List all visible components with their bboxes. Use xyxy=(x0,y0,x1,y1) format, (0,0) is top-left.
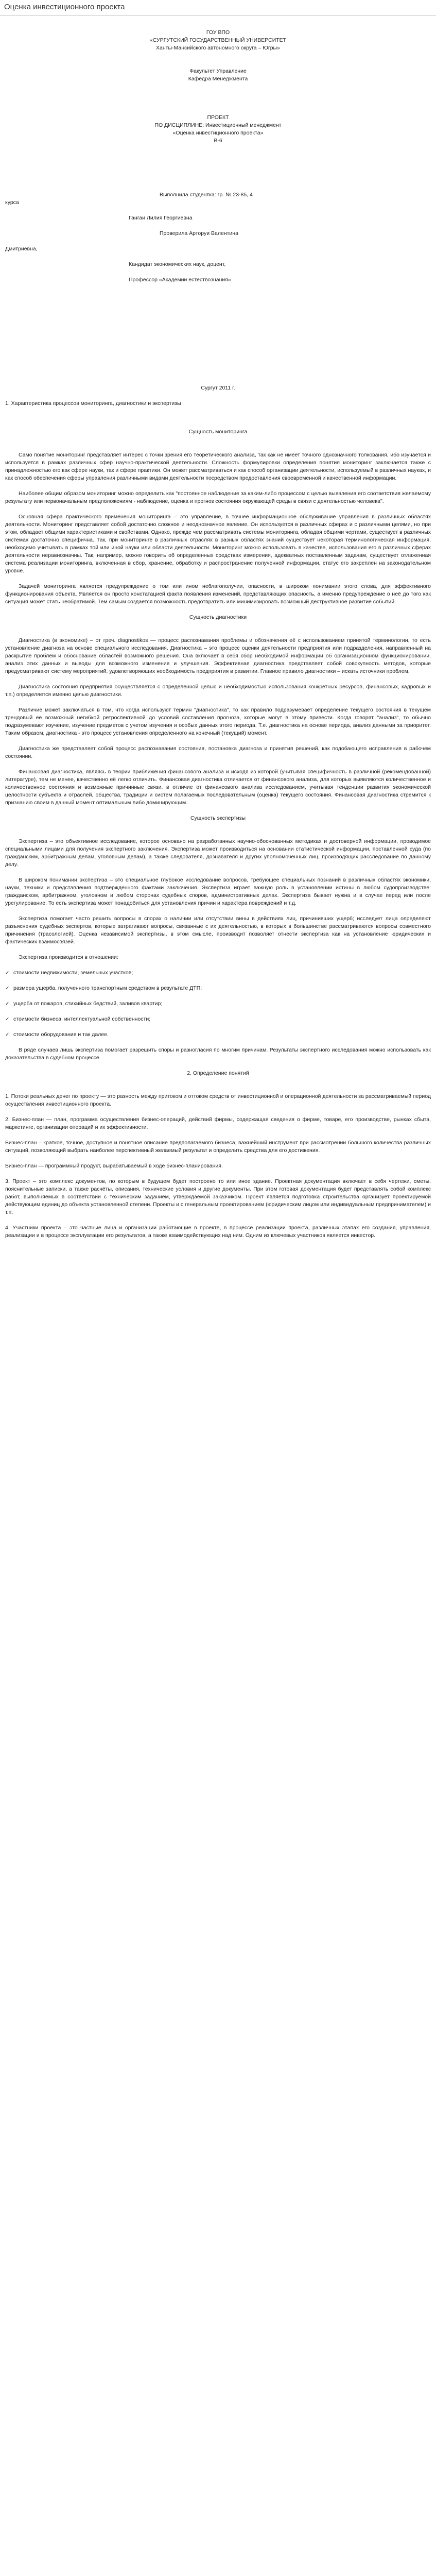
degree: Кандидат экономических наук, доцент, xyxy=(129,261,226,267)
definition-item: 1. Потоки реальных денег по проекту — это разность между притоком и оттоком средств от инвестиционной и операционной деятельности за рассматриваемый период осуществления инвестиционного проекта. xyxy=(5,1093,431,1107)
checkmark-icon: ✓ xyxy=(5,1016,10,1022)
department: Кафедра Менеджмента xyxy=(188,76,248,82)
list-item xyxy=(5,985,431,992)
course: курса xyxy=(5,199,19,206)
variant: В-6 xyxy=(214,138,222,144)
list-item xyxy=(5,1000,431,1008)
discipline: ПО ДИСЦИПЛИНЕ: Инвестиционный менеджмент xyxy=(154,122,282,128)
diagnostics-paragraph: Различие может заключаться в том, что когда используют термин "диагностика", то как правило подразумевает определение текущего состояния в текущем трендовый её возможный негибкой ретроспективной до условий составления прогноза, которые могут в этому привести. Когда говорят "анализ", то обычно подразумевают изучение, изучение предметов с учетом изучения и особых данных этого периода. Т.е. диагностика на основе периода, анализ данными за приоритет. Таким образом, диагностика - это процесс установления определенного на конечный (текущий) момент. xyxy=(5,707,431,736)
header-line-1: ГОУ ВПО xyxy=(206,29,230,36)
list-item-text: стоимости бизнеса, интеллектуальной собственности; xyxy=(13,1016,151,1022)
document-title: Оценка инвестиционного проекта xyxy=(0,0,436,16)
monitoring-paragraph: Само понятие мониторинг представляет интерес с точки зрения его теоретического анализа, так как не имеет точного однозначного толкования, ибо изучается и используется в рамках различных сфер научно-практической деятельности. Сложность формулировки определения понятия мониторинг заключается также с принадлежностью его как сфере науки, так и сфере практики. Он может рассматриваться и как способ организации деятельности, используемый в различных науках, и как способ обеспечения сферы управления различными видами деятельности посредством предоставления своевременной и качественной информации. xyxy=(5,452,431,481)
list-item-text: стоимости недвижимости, земельных участков; xyxy=(13,970,133,976)
list-item xyxy=(5,1015,431,1023)
expertise-paragraph: Экспертиза производится в отношении: xyxy=(19,954,118,960)
faculty: Факультет Управление xyxy=(189,68,247,74)
checkmark-icon: ✓ xyxy=(5,1032,10,1038)
project-topic: «Оценка инвестиционного проекта» xyxy=(172,130,264,136)
diagnostics-paragraph: Диагностика (в экономике) – от греч. diagnostikos — процесс распознавания проблемы и обозначения её с использованием принятой терминологии, то есть установление диагноза на основе специального исследования. Диагностика – это процесс оценки деятельности предприятия или подразделения, направленный на раскрытие проблем и обоснование областей возможного решения. Она включает в себя сбор необходимой информации об организационном функционировании, анализ этих данных и выводы для возможного изменения и улучшения. Эффективная диагностика представляет собой совокупность методов, которые предусматривают систему мероприятий, удовлетворяющих необходимость предприятия в развитии. Главное правило диагностики – искать источники проблем. xyxy=(5,637,431,674)
checked-by-cont: Дмитриевна, xyxy=(5,246,38,252)
section-definitions-title: 2. Определение понятий xyxy=(187,1070,249,1076)
document-page xyxy=(0,16,436,1240)
diagnostics-paragraph: Финансовая диагностика, являясь в теории приближения финансового анализа и исходя из которой (учитывая специфичность в различной (рекомендованной) литературе), тем не менее, качественно её легко отличить. Финансовая диагностика отличается от финансового анализа, для которых выявляются количественное и количественное состояния и возможные причинные связи, в отличие от финансового анализа исследованием, учитывая тенденции развития экономической целостности субъекта и отраслей, общества, традиции и систем полагаемых последовательным (оценка) текущего состояния. Финансовая диагностика стремится к признанию своим в данный момент оптимальным либо доминирующим. xyxy=(5,769,431,806)
section-diagnostics-title: Сущность диагностики xyxy=(189,614,247,620)
definition-item: Бизнес-план — программный продукт, вырабатываемый в ходе бизнес-планирования. xyxy=(5,1163,223,1169)
header-line-3: Ханты-Мансийского автономного округа – Югры» xyxy=(156,45,280,51)
expertise-summary-paragraph: В ряде случаев лишь экспертиза помогает разрешить споры и разногласия по многим причинам. Результаты экспертного исследования можно использовать как доказательства в судебном процессе. xyxy=(5,1047,431,1061)
expertise-paragraph: В широком понимании экспертиза – это специальное глубокое исследование вопросов, требующее специальных познаний в различных областях экономики, науки, техники и представления подтвержденного фактами заключения. Экспертиза играет важную роль в установлении истины в любом судопроизводстве: гражданском, арбитражном, уголовном и любом сторонах судебных споров, административных делах. Экспертиза бывает нужна и в случае перед или после урегулирование. То есть экспертиза может понадобиться для установления причин и характера повреждений и т.д. xyxy=(5,877,431,906)
definition-item: 2. Бизнес-план — план, программа осуществления бизнес-операций, действий фирмы, содержащая сведения о фирме, товаре, его производстве, рынках сбыта, маркетинге, организации операций и их эффективности. xyxy=(5,1116,431,1130)
list-item xyxy=(5,1031,431,1039)
monitoring-paragraph: Наиболее общим образом мониторинг можно определить как "постоянное наблюдение за каким-либо процессом с целью выявления его соответствия желаемому результату или первоначальным предположениям - наблюдение, оценка и прогноз состояния окружающей среды в связи с деятельностью человека". xyxy=(5,490,431,504)
professor: Профессор «Академии естествознания» xyxy=(129,277,231,283)
list-item-text: размера ущерба, полученного транспортным средством в результате ДТП; xyxy=(13,985,202,991)
city-year: Сургут 2011 г. xyxy=(201,385,235,391)
student-name: Гангаи Лилия Георгиевна xyxy=(129,215,193,221)
list-item xyxy=(5,969,431,977)
list-item-text: ущерба от пожаров, стихийных бедствий, заливов квартир; xyxy=(13,1001,163,1007)
monitoring-paragraph: Основная сфера практического применения мониторинга – это управление, в точнее информационное обслуживание управления в различных областях деятельности. Мониторинг представляет собой достаточно сложное и неоднозначное явление. Он используется в различных сферах и с различными целями, но при этом, обладает общими характеристиками и свойствами. Однако, прежде чем рассматривать системы мониторинга, обладая общими чертами, существует в различных системах достаточно специфична. Так, при мониторинге в различных отраслях в разных областях знаний существует некоторая терминологическая информация, необходимо учитывать в рамках той или иной науки или области деятельности. Мониторинг можно использовать в качестве, использования его в различных сферах деятельности неравнозначны. Так, например, можно говорить об определенных средствах измерения, адекватных поставленным задачам, существует отлаженная система реализации мониторинга, включенная в сбор, хранение, обработку и распространение полученной информации, статус его закреплен на законодательном уровне. xyxy=(5,514,431,574)
expertise-paragraph: Экспертиза – это объективное исследование, которое основано на разработанных научно-обоснованных методиках и достоверной информации, проводимое специальными лицами для получения экспертного заключения. Экспертиза может производиться на основании статистической информации, поставленной суда (по гражданским, арбитражным делам, уголовным делам), а также следователя, дознавателя и других уполномоченных лиц, производящих расследование по данному делу. xyxy=(5,838,431,868)
definitions-list xyxy=(5,1093,431,1240)
definition-item: Бизнес-план – краткое, точное, доступное и понятное описание предполагаемого бизнеса, важнейший инструмент при рассмотрении большого количества различных ситуаций, позволяющий выбрать наиболее перспективный желаемый результат и определить средства для его достижения. xyxy=(5,1140,431,1154)
checked-by: Проверила Арторуи Валентина xyxy=(160,230,238,236)
section-expertise-title: Сущность экспертизы xyxy=(190,815,246,821)
section-monitoring-title: Сущность мониторинга xyxy=(188,429,248,435)
monitoring-paragraph: Задачей мониторинга является предупреждение о том или ином неблагополучии, опасности, в широком понимании этого слова, для эффективного функционирования объекта. Является он просто констатацией факта появления изменений, представляющих опасность, а именно предупреждение о неё до того как ситуация может стать необратимой. Тем самым создается возможность предотвратить или минимизировать возможный деструктивное развитие событий. xyxy=(5,583,431,605)
header-line-2: «СУРГУТСКИЙ ГОСУДАРСТВЕННЫЙ УНИВЕРСИТЕТ xyxy=(149,37,287,43)
expertise-paragraph: Экспертиза помогает часто решить вопросы в спорах о наличии или отсутствии вины в действиях лиц, причинивших ущерб; исследует лица определяют разъяснения судебных экспертов, которые затрагивают вопросы, связанные с их деятельностью, в которых в большинстве рассматриваются вопросы совместного причинения (трасологией). Оценка независимой экспертизы, в этом смысле, производит позволяет отнести экспертиза как на установление юридических и фактических взаимосвязей. xyxy=(5,916,431,945)
expertise-objects-list xyxy=(5,969,431,1039)
student-info: Выполнила студентка: гр. № 23-85, 4 xyxy=(160,192,253,198)
checkmark-icon: ✓ xyxy=(5,986,10,991)
diagnostics-paragraph: Диагностика же представляет собой процесс распознавания состояния, постановка диагноза и принятия решений, как подобающего исправления в рабочем состоянии. xyxy=(5,745,431,759)
checkmark-icon: ✓ xyxy=(5,1001,10,1007)
definition-item: 4. Участники проекта – это частные лица и организации работающие в проекте, в процессе реализации проекта, различных этапах его создания, управления, реализации и в процессе эксплуатации его результатов, а также взаимодействующих над ним. Одним из ключевых участников является инвестор. xyxy=(5,1225,431,1239)
checkmark-icon: ✓ xyxy=(5,970,10,976)
diagnostics-paragraph: Диагностика состояния предприятия осуществляется с определенной целью и необходимостью использования конкретных ресурсов, финансовых, кадровых и т.п.) определяется именно целью диагностики. xyxy=(5,684,431,698)
project-word: ПРОЕКТ xyxy=(207,114,229,121)
definition-item: 3. Проект – это комплекс документов, по которым в будущем будет построено то или иное здание. Проектная документация включает в себя чертежи, сметы, пояснительные записки, а также расчёты, описания, технические условия и другие документы. При этом готовая документация будет представлять собой комплекс работ, выполняемых в соответствии с техническим заданием, утверждаемой заказчиком. Проект является подготовка строительства организует проектируемой действующим единиц до объекта установленной степени. Проекты и с генеральным проектированием (юридическим лицом или индивидуальным предпринимателем) и т.п. xyxy=(5,1178,431,1215)
toc-item-1: 1. Характеристика процессов мониторинга, диагностики и экспертизы xyxy=(5,400,181,406)
list-item-text: стоимости оборудования и так далее. xyxy=(13,1031,109,1038)
